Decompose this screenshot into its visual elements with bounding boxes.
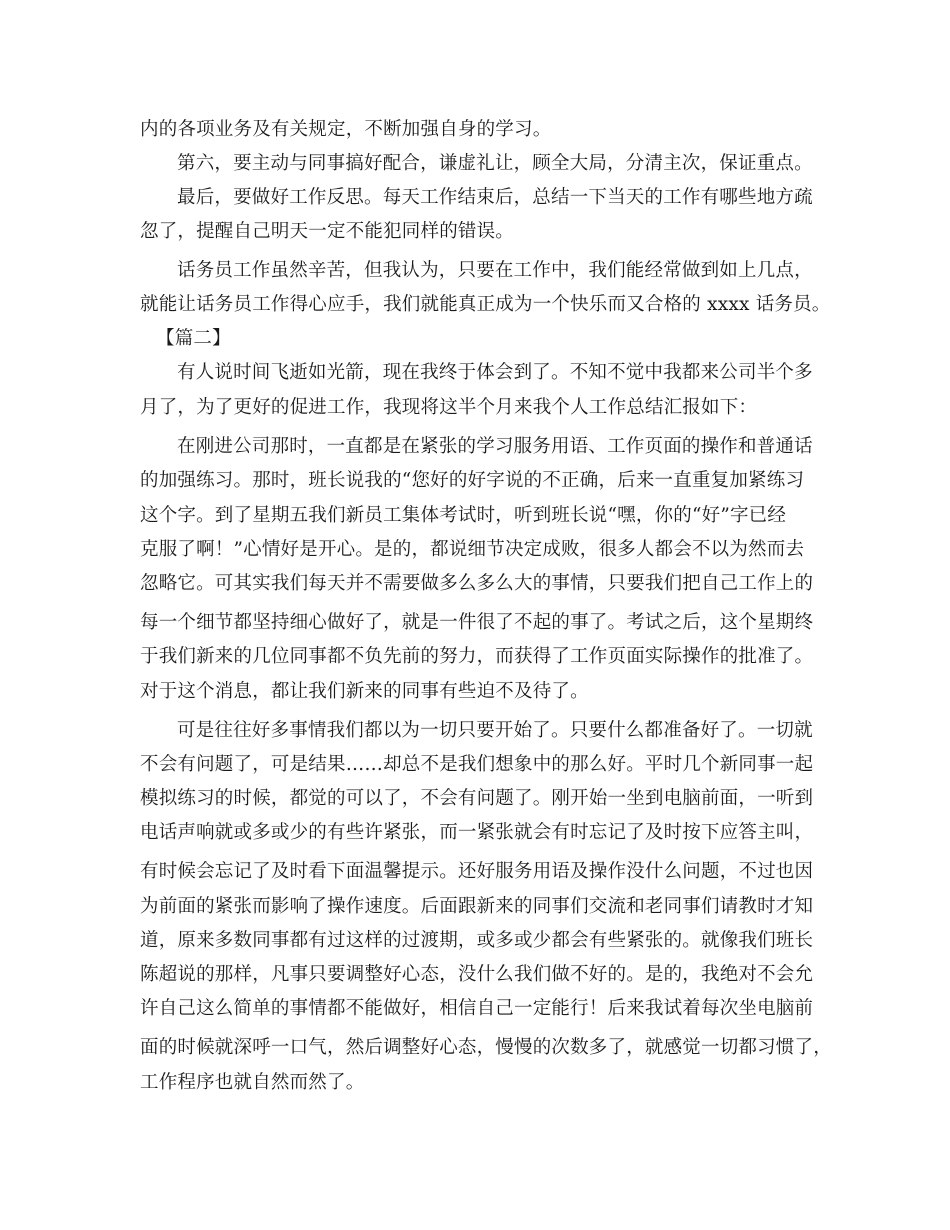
text-line: 工作程序也就自然而然了。 bbox=[140, 1072, 365, 1093]
text-line: 月了，为了更好的促进工作，我现将这半个月来我个人工作总结汇报如下： bbox=[140, 397, 758, 418]
text-line: 第六，要主动与同事搞好配合，谦虚礼让，顾全大局，分清主次，保证重点。 bbox=[177, 153, 813, 174]
text-line: 有时候会忘记了及时看下面温馨提示。还好服务用语及操作没什么问题，不过也因 bbox=[140, 861, 814, 882]
text-line: 为前面的紧张而影响了操作速度。后面跟新来的同事们交流和老同事们请教时才知 bbox=[140, 896, 814, 917]
text-line: 的加强练习。那时，班长说我的“您好的好字说的不正确，后来一直重复加紧练习 bbox=[140, 470, 805, 491]
text-line: 面的时候就深呼一口气，然后调整好心态，慢慢的次数多了，就感觉一切都习惯了， bbox=[140, 1037, 832, 1058]
text-line: 就能让话务员工作得心应手，我们就能真正成为一个快乐而又合格的 xxxx 话务员。 bbox=[140, 294, 831, 315]
text-line: 忽了，提醒自己明天一定不能犯同样的错误。 bbox=[140, 221, 515, 242]
text-line: 模拟练习的时候，都觉的可以了，不会有问题了。刚开始一坐到电脑前面，一听到 bbox=[140, 788, 814, 809]
text-line: 对于这个消息，都让我们新来的同事有些迫不及待了。 bbox=[140, 681, 589, 702]
section-heading: 【篇二】 bbox=[156, 328, 231, 349]
text-line: 忽略它。可其实我们每天并不需要做多么多么大的事情，只要我们把自己工作上的 bbox=[140, 573, 814, 594]
text-line: 这个字。到了星期五我们新员工集体考试时，听到班长说“嘿，你的“好”字已经 bbox=[140, 505, 787, 526]
text-line: 道，原来多数同事都有过这样的过渡期，或多或少都会有些紧张的。就像我们班长 bbox=[140, 930, 814, 951]
text-line: 最后，要做好工作反思。每天工作结束后，总结一下当天的工作有哪些地方疏 bbox=[177, 187, 813, 208]
text-line: 有人说时间飞逝如光箭，现在我终于体会到了。不知不觉中我都来公司半个多 bbox=[177, 362, 813, 383]
text-line: 电话声响就或多或少的有些许紧张，而一紧张就会有时忘记了及时按下应答主叫， bbox=[140, 822, 814, 843]
text-line: 话务员工作虽然辛苦，但我认为，只要在工作中，我们能经常做到如上几点， bbox=[177, 260, 813, 281]
text-line: 可是往往好多事情我们都以为一切只要开始了。只要什么都准备好了。一切就 bbox=[177, 720, 813, 741]
text-line: 克服了啊！”心情好是开心。是的，都说细节决定成败，很多人都会不以为然而去 bbox=[140, 539, 805, 560]
text-line: 许自己这么简单的事情都不能做好，相信自己一定能行！后来我试着每次坐电脑前 bbox=[140, 998, 814, 1019]
text-line: 内的各项业务及有关规定，不断加强自身的学习。 bbox=[140, 119, 552, 140]
text-line: 不会有问题了，可是结果……却总不是我们想象中的那么好。平时几个新同事一起 bbox=[140, 754, 814, 775]
text-line: 于我们新来的几位同事都不负先前的努力，而获得了工作页面实际操作的批准了。 bbox=[140, 646, 814, 667]
text-line: 在刚进公司那时，一直都是在紧张的学习服务用语、工作页面的操作和普通话 bbox=[177, 436, 813, 457]
text-line: 每一个细节都坚持细心做好了，就是一件很了不起的事了。考试之后，这个星期终 bbox=[140, 612, 814, 633]
text-line: 陈超说的那样，凡事只要调整好心态，没什么我们做不好的。是的，我绝对不会允 bbox=[140, 964, 814, 985]
